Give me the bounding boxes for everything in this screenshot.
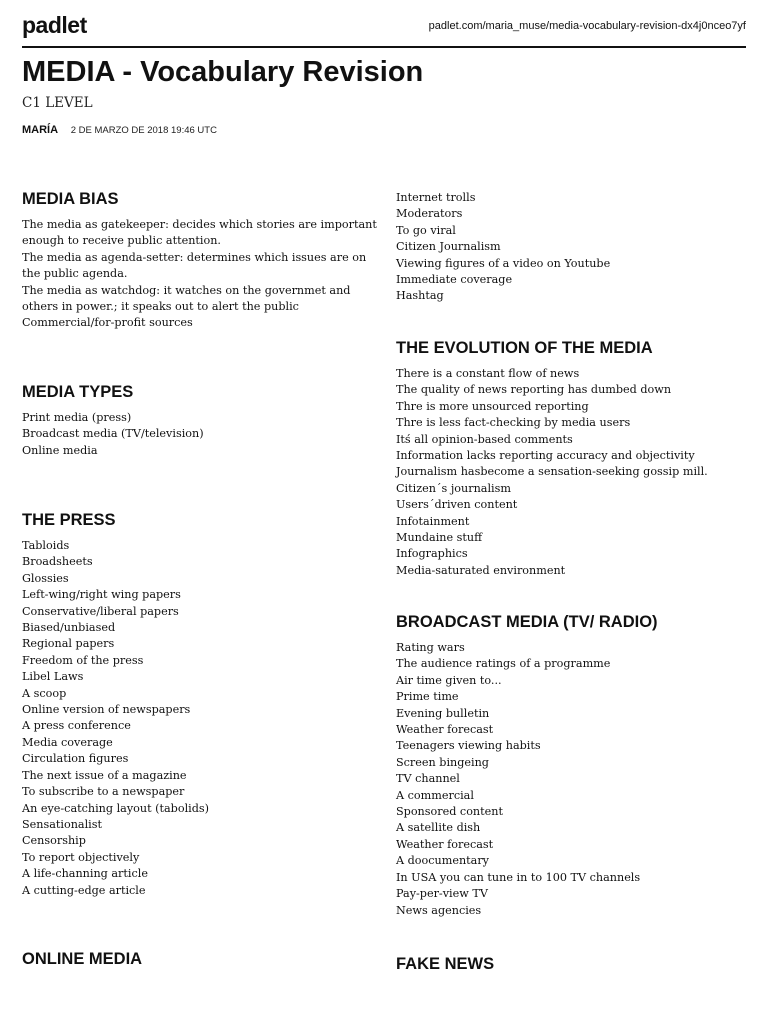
list-item: Viewing figures of a video on Youtube (396, 256, 611, 270)
list-item: A life-channing article (22, 867, 148, 881)
top-bar (22, 12, 746, 48)
list-item: There is a constant flow of news (396, 367, 580, 380)
section-list (396, 366, 751, 579)
section-title: ONLINE MEDIA (22, 950, 143, 968)
list-item: A satellite dish (396, 821, 481, 835)
list-item: To report objectively (22, 850, 140, 864)
list-item: Commercial/for-profit sources (22, 316, 193, 330)
page-subtitle: C1 LEVEL (22, 95, 93, 111)
section-evolution (396, 339, 751, 579)
section-title: MEDIA BIAS (22, 190, 119, 208)
list-item: Moderators (396, 207, 463, 221)
section-list (396, 640, 751, 919)
list-item: In USA you can tune in to 100 TV channels (396, 870, 641, 884)
list-item: The next issue of a magazine (22, 768, 187, 782)
section-online-media-items (396, 190, 751, 305)
list-item: Online media (22, 443, 98, 457)
list-item: Users´driven content (396, 498, 518, 512)
list-item: Citizen´s journalism (396, 481, 511, 495)
section-title: THE PRESS (22, 511, 116, 529)
list-item: The media as gatekeeper: decides which stories are important enough to receive public attention. (22, 218, 377, 248)
list-item: The media as watchdog: it watches on the governmet and others in power.; it speaks out to alert the public (22, 283, 351, 314)
section-media-types (22, 383, 377, 459)
list-item: Infographics (396, 547, 468, 561)
list-item: The quality of news reporting has dumbed down (396, 383, 672, 397)
post-meta (22, 124, 217, 136)
section-list (396, 190, 751, 305)
list-item: To subscribe to a newspaper (22, 785, 185, 799)
list-item: Rating wars (396, 641, 465, 654)
list-item: Journalism hasbecome a sensation-seeking gossip mill. (396, 465, 708, 479)
list-item: Tabloids (22, 539, 70, 552)
list-item: Screen bingeing (396, 755, 489, 769)
list-item: The media as agenda-setter: determines which issues are on the public agenda. (22, 250, 367, 281)
list-item: Circulation figures (22, 752, 129, 766)
list-item: Online version of newspapers (22, 703, 191, 717)
list-item: Biased/unbiased (22, 621, 116, 635)
list-item: News agencies (396, 903, 482, 917)
list-item: Pay-per-view TV (396, 887, 488, 901)
section-list (22, 217, 377, 332)
list-item: Weather forecast (396, 723, 494, 737)
section-media-bias (22, 190, 377, 332)
list-item: The audience ratings of a programme (396, 657, 611, 671)
list-item: Internet trolls (396, 191, 476, 204)
list-item: Libel Laws (22, 670, 84, 684)
section-list (22, 538, 377, 899)
list-item: Left-wing/right wing papers (22, 588, 181, 602)
section-fake-news (396, 955, 751, 982)
section-the-press (22, 511, 377, 899)
list-item: A scoop (22, 686, 67, 700)
list-item: A cutting-edge article (22, 883, 146, 897)
list-item: A doocumentary (396, 854, 490, 868)
section-list (22, 410, 377, 459)
list-item: Evening bulletin (396, 706, 490, 720)
section-title: MEDIA TYPES (22, 383, 134, 401)
list-item: Citizen Journalism (396, 240, 501, 254)
list-item: Teenagers viewing habits (396, 739, 541, 753)
list-item: Itś all opinion-based comments (396, 432, 573, 446)
list-item: Thre is less fact-checking by media users (396, 416, 631, 430)
list-item: Air time given to... (396, 673, 502, 687)
list-item: Sensationalist (22, 817, 102, 831)
list-item: Weather forecast (396, 837, 494, 851)
section-title: BROADCAST MEDIA (TV/ RADIO) (396, 613, 658, 631)
list-item: Conservative/liberal papers (22, 604, 179, 618)
section-title: THE EVOLUTION OF THE MEDIA (396, 339, 653, 357)
list-item: Glossies (22, 571, 69, 585)
list-item: Immediate coverage (396, 273, 513, 287)
page-title: MEDIA - Vocabulary Revision (22, 56, 424, 88)
list-item: Infotainment (396, 514, 470, 528)
list-item: TV channel (396, 772, 460, 786)
post-date: 2 DE MARZO DE 2018 19:46 UTC (70, 125, 217, 136)
list-item: Sponsored content (396, 805, 503, 819)
list-item: Prime time (396, 690, 459, 704)
author-name[interactable]: MARÍA (22, 124, 59, 136)
list-item: Information lacks reporting accuracy and objectivity (396, 449, 695, 463)
list-item: Hashtag (396, 289, 444, 303)
list-item: Mundaine stuff (396, 531, 483, 545)
list-item: Broadsheets (22, 555, 93, 569)
section-broadcast (396, 613, 751, 919)
list-item: Print media (press) (22, 411, 132, 424)
list-item: Thre is more unsourced reporting (396, 399, 589, 413)
list-item: Freedom of the press (22, 653, 144, 667)
page-url[interactable]: padlet.com/maria_muse/media-vocabulary-revision-dx4j0nceo7yf (428, 20, 746, 32)
list-item: Censorship (22, 834, 86, 848)
list-item: Broadcast media (TV/television) (22, 427, 204, 441)
list-item: Media coverage (22, 735, 113, 749)
padlet-logo[interactable]: padlet (22, 12, 87, 38)
list-item: An eye-catching layout (tabolids) (22, 801, 209, 815)
section-online-media-title (22, 950, 377, 977)
list-item: To go viral (396, 223, 456, 237)
list-item: A press conference (22, 719, 131, 733)
list-item: A commercial (396, 788, 474, 802)
list-item: Regional papers (22, 637, 115, 651)
section-title: FAKE NEWS (396, 955, 495, 973)
list-item: Media-saturated environment (396, 563, 566, 577)
